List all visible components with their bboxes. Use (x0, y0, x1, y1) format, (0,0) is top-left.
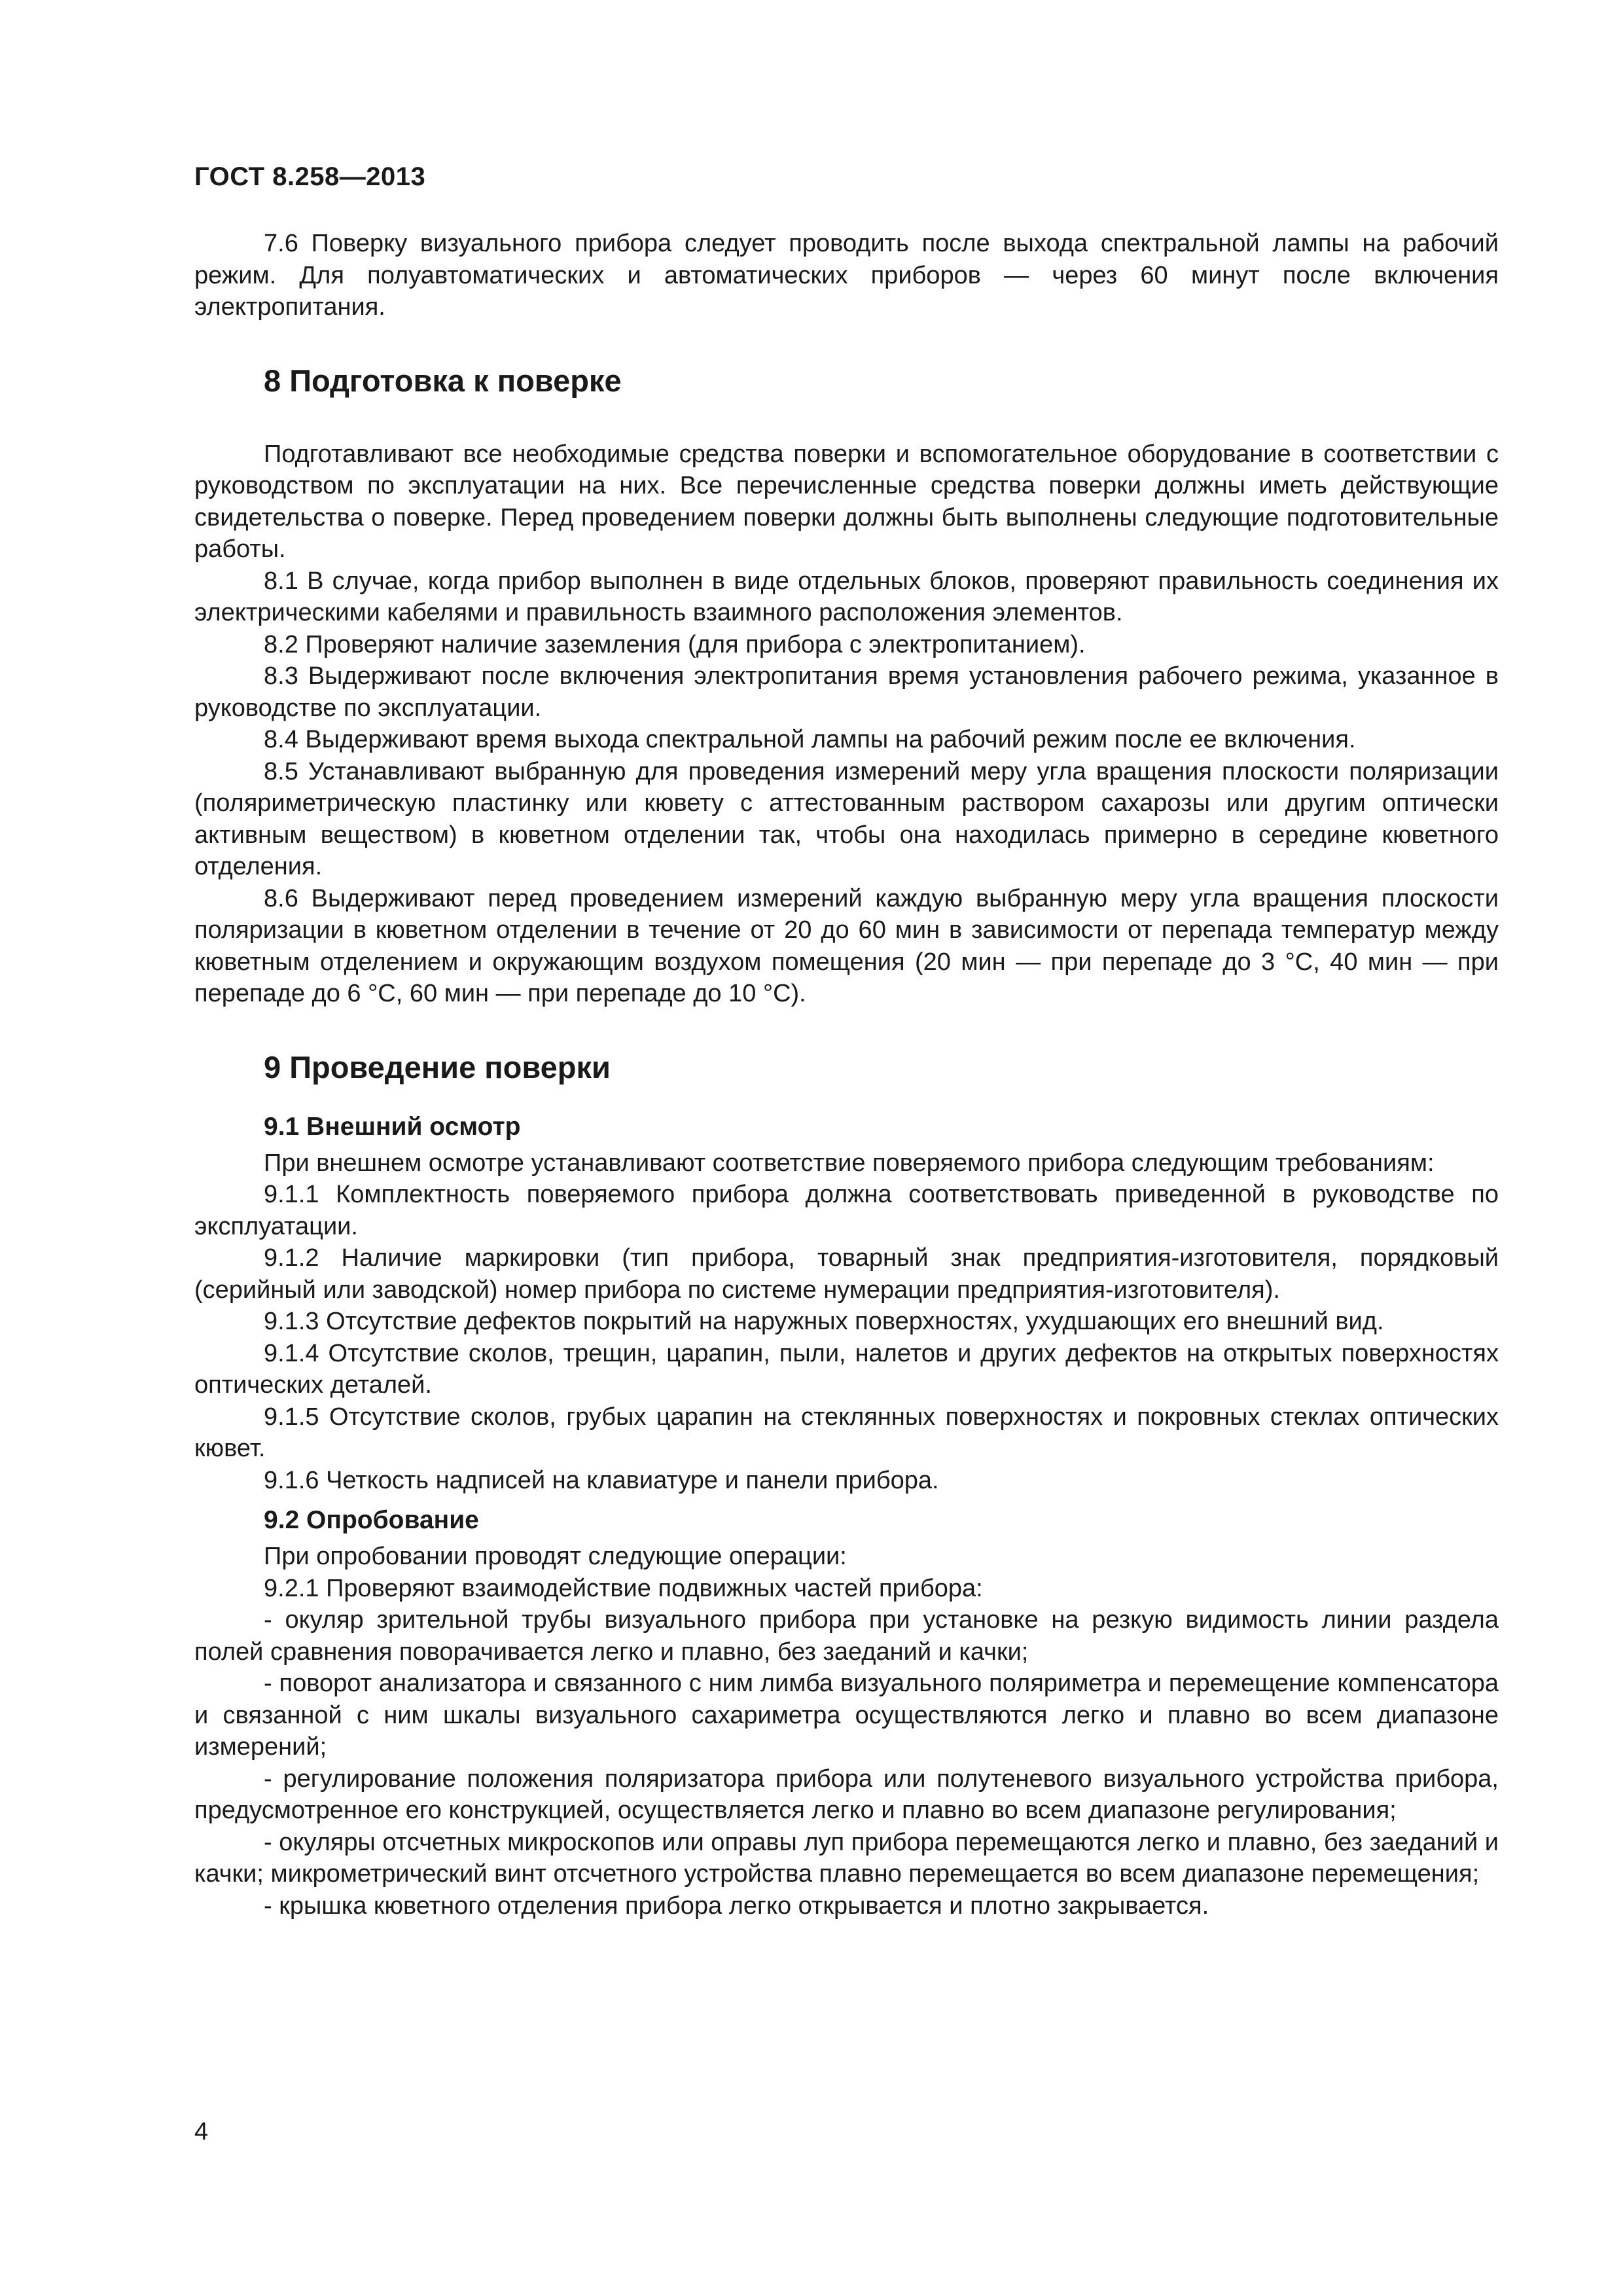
list-item: - окуляры отсчетных микроскопов или оправы луп прибора перемещаются легко и плавно, без заеданий и качки; микрометрический винт отсчетного устройства плавно перемещается во всем диапазоне перемещения; (194, 1828, 1499, 1888)
section-9-heading: 9 Проведение поверки (264, 1049, 611, 1085)
subsection-9-2-intro: При опробовании проводят следующие операции: (264, 1543, 847, 1570)
item-9-1-2: 9.1.2 Наличие маркировки (тип прибора, товарный знак предприятия-изготовителя, порядковый (серийный или заводской) номер прибора по системе нумерации предприятия-изготовителя). (194, 1244, 1499, 1304)
item-8-1: 8.1 В случае, когда прибор выполнен в виде отдельных блоков, проверяют правильность соединения их электрическими кабелями и правильность взаимного расположения элементов. (194, 567, 1499, 626)
list-item: - регулирование положения поляризатора прибора или полутеневого визуального устройства прибора, предусмотренное его конструкцией, осуществляется легко и плавно во всем диапазоне регулирования; (194, 1765, 1499, 1824)
list-item: - поворот анализатора и связанного с ним лимба визуального поляриметра и перемещение компенсатора и связанной с ним шкалы визуального сахариметра осуществляются легко и плавно во всем диапазоне измерений; (194, 1670, 1499, 1761)
item-9-1-6: 9.1.6 Четкость надписей на клавиатуре и панели прибора. (264, 1466, 939, 1494)
section-8-intro: Подготавливают все необходимые средства поверки и вспомогательное оборудование в соответствии с руководством по эксплуатации на них. Все перечисленные средства поверки должны иметь действующие свидетельства о поверке. Перед проведением поверки должны быть выполнены следующие подготовительные работы. (194, 440, 1499, 563)
paragraph-7-6: 7.6 Поверку визуального прибора следует проводить после выхода спектральной лампы на рабочий режим. Для полуавтоматических и автоматических приборов — через 60 минут после включения электропитания. (194, 230, 1499, 321)
item-9-1-5: 9.1.5 Отсутствие сколов, грубых царапин на стеклянных поверхностях и покровных стеклах оптических кювет. (194, 1403, 1499, 1462)
document-code-header: ГОСТ 8.258—2013 (194, 162, 426, 191)
item-8-3: 8.3 Выдерживают после включения электропитания время установления рабочего режима, указанное в руководстве по эксплуатации. (194, 662, 1499, 722)
list-item: - крышка кюветного отделения прибора легко открывается и плотно закрывается. (264, 1892, 1209, 1920)
item-8-4: 8.4 Выдерживают время выхода спектральной лампы на рабочий режим после ее включения. (264, 726, 1356, 753)
item-8-2: 8.2 Проверяют наличие заземления (для прибора с электропитанием). (264, 630, 1086, 658)
item-8-6: 8.6 Выдерживают перед проведением измерений каждую выбранную меру угла вращения плоскости поляризации в кюветном отделении в течение от 20 до 60 мин в зависимости от перепада температур между кюветным отделением и окружающим воздухом помещения (20 мин — при перепаде до 3 °С, 40 мин — при перепаде до 6 °С, 60 мин — при перепаде до 10 °С). (194, 884, 1499, 1007)
section-8-heading: 8 Подготовка к поверке (264, 363, 622, 398)
item-9-1-4: 9.1.4 Отсутствие сколов, трещин, царапин, пыли, налетов и других дефектов на открытых поверхностях оптических деталей. (194, 1339, 1499, 1399)
item-9-1-1: 9.1.1 Комплектность поверяемого прибора должна соответствовать приведенной в руководстве по эксплуатации. (194, 1181, 1499, 1240)
page-number: 4 (194, 2118, 209, 2145)
page-content (194, 228, 1499, 1922)
subsection-9-2-heading: 9.2 Опробование (264, 1506, 479, 1534)
item-9-1-3: 9.1.3 Отсутствие дефектов покрытий на наружных поверхностях, ухудшающих его внешний вид. (264, 1308, 1384, 1335)
subsection-9-1-heading: 9.1 Внешний осмотр (264, 1112, 521, 1141)
subsection-9-1-intro: При внешнем осмотре устанавливают соответствие поверяемого прибора следующим требованиям: (264, 1149, 1435, 1177)
item-8-5: 8.5 Устанавливают выбранную для проведения измерений меру угла вращения плоскости поляризации (поляриметрическую пластинку или кювету с аттестованным раствором сахарозы или другим оптически активным веществом) в кюветном отделении так, чтобы она находилась примерно в середине кюветного отделения. (194, 757, 1499, 880)
item-9-2-1: 9.2.1 Проверяют взаимодействие подвижных частей прибора: (264, 1574, 983, 1602)
list-item: - окуляр зрительной трубы визуального прибора при установке на резкую видимость линии раздела полей сравнения поворачивается легко и плавно, без заеданий и качки; (194, 1606, 1499, 1666)
